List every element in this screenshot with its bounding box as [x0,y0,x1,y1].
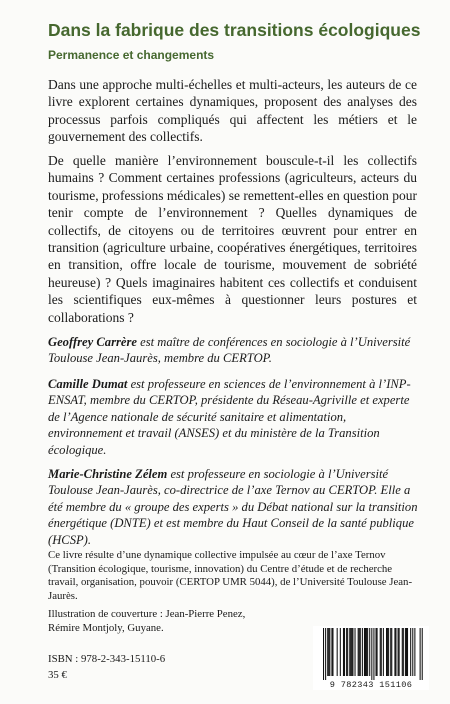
barcode-bar [323,628,324,680]
barcode-bar [377,628,378,676]
author-bio-text-2: est professeure en sciences de l’environnement à l’INP-ENSAT, membre du CERTOP, présidente du Réseau-Agriville et experte de l’Agence nationale de sécurité sanitaire et alimentation, environnement et travail (ANSES) et du ministère de la Transition écologique. [48,377,411,457]
isbn-text: ISBN : 978-2-343-15110-6 [48,653,166,665]
barcode-bar [414,628,415,676]
barcode-bar [422,628,423,680]
author-name-3: Marie-Christine Zélem [48,467,168,481]
barcode-bar [325,628,326,680]
cover-credit: Illustration de couverture : Jean-Pierre Penez, Rémire Montjoly, Guyane. [48,608,246,634]
barcode-bar [380,628,381,676]
author-bio-3 [48,466,420,548]
barcode-bar [340,628,341,676]
collective-note: Ce livre résulte d’une dynamique collective impulsée au cœur de l’axe Ternov (Transition écologique, tourisme, innovation) du Centre d’étude et de recherche travail, organisation, pouvoir (CERTOP UMR 5044), de l’Université Toulouse Jean-Jaurès. [48,549,413,602]
barcode-bars [313,626,429,680]
barcode-bar [381,628,382,676]
barcode-bar [349,628,350,676]
summary-paragraph-2: De quelle manière l’environnement bouscule-t-il les collectifs humains ? Comment certaines professions (agriculteurs, acteurs du tourisme, professions médicales) se remettent-elles en question pour tenir compte de l’environnement ? Quelles dynamiques de collectifs, de citoyens ou de territoires œuvrent pour entrer en transition (agriculture urbaine, coopératives énergétiques, territoires en transition, offre locale de tourisme, mouvement de sobriété heureuse) ? Quels imaginaires habitent ces collectifs et conduisent les scientifiques eux-mêmes à questionner leurs postures et collaborations ? [48,153,417,325]
barcode-bar [390,628,391,676]
barcode-bar [329,628,330,676]
barcode-bar [331,628,332,676]
barcode-bar [369,628,370,676]
book-subtitle: Permanence et changements [48,48,215,62]
barcode-bar [395,628,396,676]
barcode-bar [388,628,389,676]
barcode-bar [391,628,392,676]
author-bio-text-1: est maître de conférences en sociologie à l’Université Toulouse Jean-Jaurès, membre du CERTOP. [48,335,411,366]
author-bio-text-3: est professeure en sociologie à l’Université Toulouse Jean-Jaurès, co-directrice de l’axe Ternov au CERTOP. Elle a été membre du « groupe des experts » du Débat national sur la transition énergétique (DNTE) et est membre du Haut Conseil de la santé publique (HCSP). [48,467,418,547]
barcode-bar [332,628,333,676]
barcode-bar [410,628,411,676]
barcode [313,626,429,690]
price-text: 35 € [48,669,67,681]
barcode-bar [364,628,365,676]
barcode-bar [399,628,400,676]
barcode-bar [403,628,404,676]
barcode-digits: 9 782343 151106 [329,680,413,690]
author-name-1: Geoffrey Carrère [48,335,137,349]
barcode-bar [328,628,329,676]
author-bio-1 [48,334,420,367]
barcode-bar [359,628,360,676]
barcode-bar [394,628,395,676]
barcode-bar [346,628,347,676]
summary-paragraph-1: Dans une approche multi-échelles et multi-acteurs, les auteurs de ce livre explorent certaines dynamiques, proposent des analyses des processus parfois compliqués qui affectent les métiers et le gouvernement des collectifs. [48,77,417,145]
barcode-bar [344,628,345,676]
barcode-bar [405,628,406,676]
barcode-bar [420,628,421,680]
book-title: Dans la fabrique des transitions écologiques [48,20,421,40]
barcode-bar [360,628,361,676]
barcode-bar [371,628,372,680]
barcode-bar [376,628,377,676]
barcode-bar [412,628,413,676]
barcode-bar [343,628,344,676]
barcode-bar [347,628,348,676]
barcode-bar [366,628,367,676]
barcode-bar [406,628,407,676]
barcode-bar [358,628,359,676]
barcode-bar [387,628,388,676]
barcode-bar [350,628,351,676]
barcode-bar [402,628,403,676]
barcode-bar [362,628,363,676]
barcode-bar [373,628,374,680]
barcode-bar [352,628,353,676]
barcode-bar [386,628,387,676]
barcode-bar [407,628,408,676]
barcode-bar [367,628,368,676]
barcode-bar [398,628,399,676]
barcode-bar [327,628,328,676]
author-bio-2 [48,376,420,458]
barcode-bar [383,628,384,676]
author-name-2: Camille Dumat [48,377,128,391]
barcode-bar [351,628,352,676]
barcode-bar [365,628,366,676]
barcode-bar [337,628,338,676]
barcode-bar [355,628,356,676]
